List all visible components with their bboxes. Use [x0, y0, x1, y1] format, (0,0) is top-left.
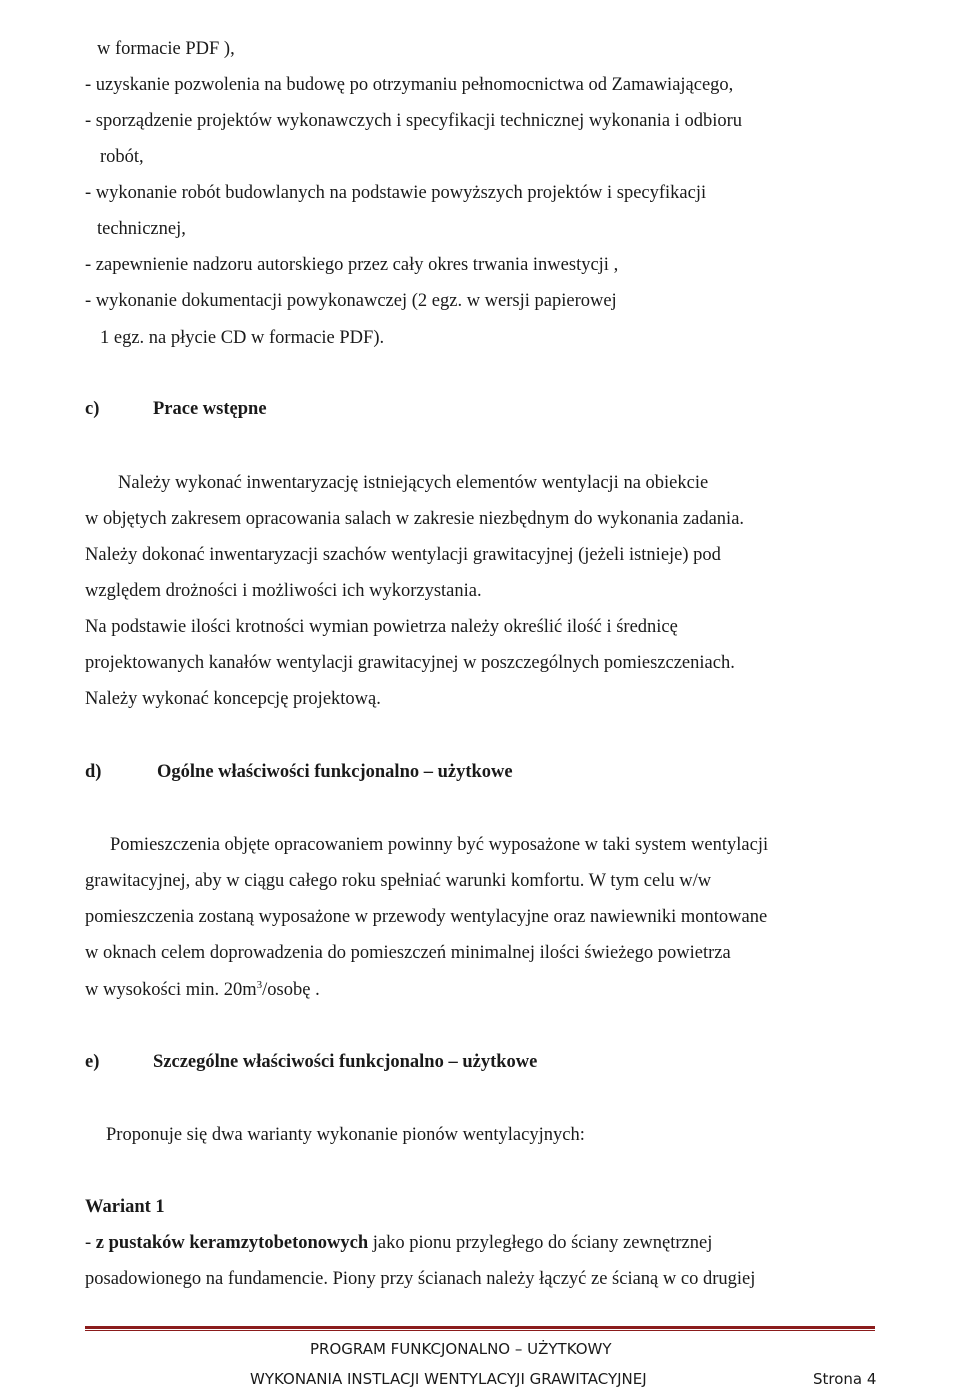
variant-1-line-1: [85, 1232, 712, 1254]
intro-line-1: w formacie PDF ),: [97, 39, 235, 59]
intro-line-5: - wykonanie robót budowlanych na podstawie powyższych projektów i specyfikacji: [85, 183, 707, 203]
section-c-line-3: Należy dokonać inwentaryzacji szachów wentylacji grawitacyjnej (jeżeli istnieje) pod: [85, 545, 721, 565]
intro-line-4: robót,: [100, 147, 144, 167]
section-c-heading: [85, 398, 485, 422]
section-d-line-3: pomieszczenia zostaną wyposażone w przewody wentylacyjne oraz nawiewniki montowane: [85, 907, 768, 927]
section-d-title: Ogólne właściwości funkcjonalno – użytkowe: [157, 762, 513, 782]
intro-line-7: - zapewnienie nadzoru autorskiego przez cały okres trwania inwestycji ,: [85, 255, 619, 275]
variant-1-title: Wariant 1: [85, 1197, 165, 1217]
footer-rule-thick: [85, 1326, 875, 1329]
section-d-heading: [85, 761, 685, 785]
section-c-title: Prace wstępne: [153, 399, 267, 419]
superscript-3: 3: [256, 978, 263, 991]
section-c-line-1: Należy wykonać inwentaryzację istniejących elementów wentylacji na obiekcie: [118, 473, 709, 493]
section-c-letter: c): [85, 399, 100, 419]
section-e-title: Szczególne właściwości funkcjonalno – użytkowe: [153, 1052, 538, 1072]
section-c-line-2: w objętych zakresem opracowania salach w zakresie niezbędnym do wykonania zadania.: [85, 509, 745, 529]
footer-line-1: PROGRAM FUNKCJONALNO – UŻYTKOWY: [310, 1340, 612, 1358]
footer-page-number: Strona 4: [813, 1370, 877, 1388]
section-d-line-5-suffix: /osobę .: [262, 980, 320, 1000]
section-d-line-5: [85, 979, 320, 1001]
section-d-line-1: Pomieszczenia objęte opracowaniem powinny być wyposażone w taki system wentylacji: [110, 835, 769, 855]
section-d-line-4: w oknach celem doprowadzenia do pomieszczeń minimalnej ilości świeżego powietrza: [85, 943, 731, 963]
section-c-line-4: względem drożności i możliwości ich wykorzystania.: [85, 581, 482, 601]
section-d-line-2: grawitacyjnej, aby w ciągu całego roku spełniać warunki komfortu. W tym celu w/w: [85, 871, 712, 891]
section-e-letter: e): [85, 1052, 100, 1072]
variant-1-line-1-prefix: -: [85, 1233, 96, 1253]
section-d-letter: d): [85, 762, 102, 782]
section-e-heading: [85, 1051, 685, 1075]
variant-1-line-2: posadowionego na fundamencie. Piony przy ścianach należy łączyć ze ścianą w co drugiej: [85, 1269, 756, 1289]
footer-rule-thin: [85, 1330, 875, 1331]
intro-line-9: 1 egz. na płycie CD w formacie PDF).: [100, 328, 385, 348]
intro-line-8: - wykonanie dokumentacji powykonawczej (2 egz. w wersji papierowej: [85, 291, 617, 311]
section-d-line-5-prefix: w wysokości min. 20m: [85, 980, 257, 1000]
footer-line-2: WYKONANIA INSTLACJI WENTYLACYJI GRAWITACYJNEJ: [250, 1370, 647, 1388]
intro-line-3: - sporządzenie projektów wykonawczych i specyfikacji technicznej wykonania i odbioru: [85, 111, 743, 131]
intro-line-6: technicznej,: [97, 219, 186, 239]
intro-line-2: - uzyskanie pozwolenia na budowę po otrzymaniu pełnomocnictwa od Zamawiającego,: [85, 75, 734, 95]
section-c-line-7: Należy wykonać koncepcję projektową.: [85, 689, 381, 709]
variant-1-line-1-suffix: jako pionu przyległego do ściany zewnętrznej: [368, 1233, 713, 1253]
section-c-line-5: Na podstawie ilości krotności wymian powietrza należy określić ilość i średnicę: [85, 617, 678, 637]
variant-1-line-1-bold: z pustaków keramzytobetonowych: [95, 1233, 369, 1253]
section-c-line-6: projektowanych kanałów wentylacji grawitacyjnej w poszczególnych pomieszczeniach.: [85, 653, 735, 673]
section-e-intro: Proponuje się dwa warianty wykonanie pionów wentylacyjnych:: [106, 1125, 585, 1145]
